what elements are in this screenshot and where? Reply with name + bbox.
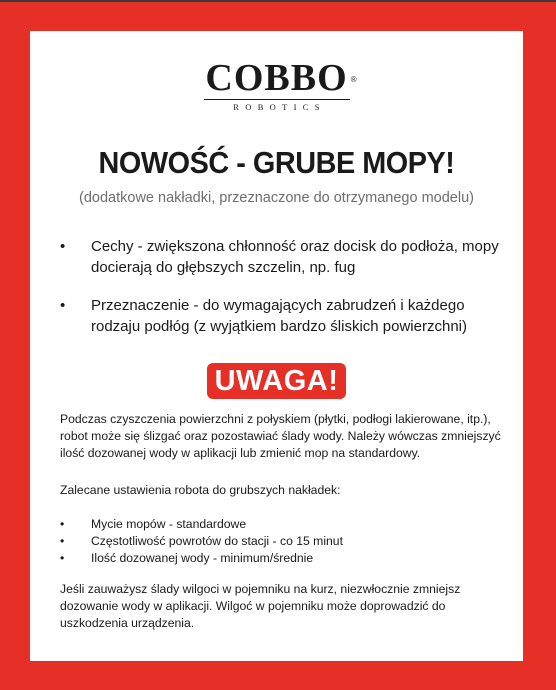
bullet: • (60, 297, 66, 314)
cobbo-logo (30, 59, 523, 112)
logo-tagline: ROBOTICS (233, 102, 326, 112)
feature-text: Przeznaczenie - do wymagających zabrudzeń i każdego rodzaju podłóg (z wyjątkiem bardzo śliskich powierzchni) (91, 297, 467, 335)
settings-item (60, 533, 343, 550)
settings-list (60, 516, 343, 567)
bullet: • (60, 238, 66, 255)
bullet: • (60, 517, 65, 531)
settings-text: Częstotliwość powrotów do stacji - co 15 minut (91, 534, 343, 548)
feature-item (60, 236, 500, 278)
bullet: • (60, 551, 65, 565)
top-edge-line (0, 0, 556, 2)
settings-item (60, 516, 343, 533)
settings-text: Ilość dozowanej wody - minimum/średnie (91, 551, 314, 565)
settings-text: Mycie mopów - standardowe (91, 517, 247, 531)
logo-wordmark (205, 57, 358, 99)
footer-paragraph: Jeśli zauważysz ślady wilgoci w pojemniku na kurz, niezwłocznie zmniejsz dozowanie wody w aplikacji. Wilgoć w pojemniku może doprowadzić do uszkodzenia urządzenia. (60, 582, 461, 630)
settings-heading: Zalecane ustawienia robota do grubszych nakładek: (60, 483, 341, 497)
page-title: NOWOŚĆ - GRUBE MOPY! (98, 145, 455, 180)
feature-text: Cechy - zwiększona chłonność oraz docisk do podłoża, mopy docierają do głębszych szczelin, np. fug (91, 238, 499, 276)
bullet: • (60, 534, 65, 548)
logo-rule (204, 99, 350, 100)
feature-list (60, 236, 500, 354)
settings-item (60, 550, 343, 567)
warning-badge-wrap (30, 363, 523, 399)
logo-name: COBBO (205, 57, 348, 99)
notice-card (30, 31, 523, 661)
page-subtitle: (dodatkowe nakładki, przeznaczone do otrzymanego modelu) (79, 190, 474, 206)
warning-paragraph: Podczas czyszczenia powierzchni z połyskiem (płytki, podłogi lakierowane, itp.), robot może się ślizgać oraz pozostawiać ślady wody. Należy wówczas zmniejszyć ilość dozowanej wody w aplikacji lub zmienić mop na standardowy. (60, 412, 501, 460)
registered-mark: ® (350, 75, 358, 84)
warning-badge: UWAGA! (207, 363, 347, 399)
feature-item (60, 295, 500, 337)
